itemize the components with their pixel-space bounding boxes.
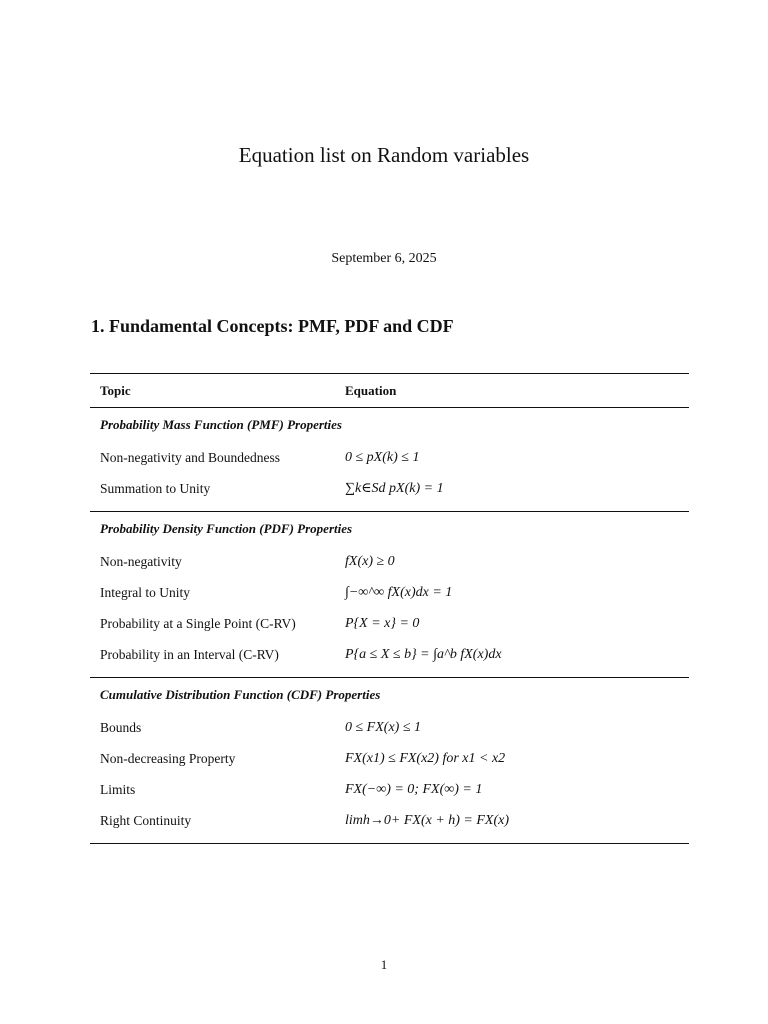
header-equation: Equation	[345, 382, 397, 398]
table-header	[90, 374, 689, 408]
document-title: Equation list on Random variables	[238, 143, 530, 167]
row-topic: Limits	[100, 781, 136, 797]
group-title: Probability Mass Function (PMF) Properties	[100, 417, 342, 432]
table-row	[90, 743, 689, 774]
pdf-group	[90, 512, 689, 678]
row-topic: Summation to Unity	[100, 480, 211, 496]
group-title: Probability Density Function (PDF) Properties	[100, 521, 353, 536]
equation-table	[90, 373, 689, 844]
group-title: Cumulative Distribution Function (CDF) Properties	[100, 687, 381, 702]
row-topic: Bounds	[100, 719, 142, 735]
table-row	[90, 774, 689, 805]
row-equation: fX(x) ≥ 0	[345, 553, 395, 569]
cdf-group	[90, 678, 689, 843]
row-topic: Non-decreasing Property	[100, 750, 236, 766]
table-row	[90, 608, 689, 639]
row-topic: Non-negativity and Boundedness	[100, 449, 280, 465]
row-topic: Non-negativity	[100, 553, 182, 569]
row-topic: Probability in an Interval (C-RV)	[100, 646, 279, 662]
row-equation: 0 ≤ FX(x) ≤ 1	[345, 719, 422, 735]
row-equation: FX(x1) ≤ FX(x2) for x1 < x2	[345, 750, 506, 766]
row-equation: limh→0+ FX(x + h) = FX(x)	[345, 812, 510, 828]
row-equation: ∫−∞^∞ fX(x)dx = 1	[345, 584, 453, 600]
row-equation: 0 ≤ pX(k) ≤ 1	[345, 449, 420, 465]
pmf-group	[90, 408, 689, 512]
header-topic: Topic	[100, 382, 131, 398]
document-date: September 6, 2025	[331, 251, 437, 266]
row-equation: P{a ≤ X ≤ b} = ∫a^b fX(x)dx	[345, 646, 502, 662]
table-row	[90, 442, 689, 473]
row-topic: Integral to Unity	[100, 584, 190, 600]
row-topic: Right Continuity	[100, 812, 192, 828]
table-row	[90, 473, 689, 504]
table-row	[90, 805, 689, 836]
row-equation: ∑k∈Sd pX(k) = 1	[345, 481, 444, 496]
table-row	[90, 639, 689, 670]
table-row	[90, 546, 689, 577]
table-row	[90, 577, 689, 608]
page-number: 1	[380, 957, 388, 972]
row-equation: P{X = x} = 0	[345, 615, 420, 631]
table-row	[90, 712, 689, 743]
row-equation: FX(−∞) = 0; FX(∞) = 1	[345, 781, 483, 797]
row-topic: Probability at a Single Point (C-RV)	[100, 615, 296, 631]
section-heading: 1. Fundamental Concepts: PMF, PDF and CDF	[91, 316, 454, 336]
